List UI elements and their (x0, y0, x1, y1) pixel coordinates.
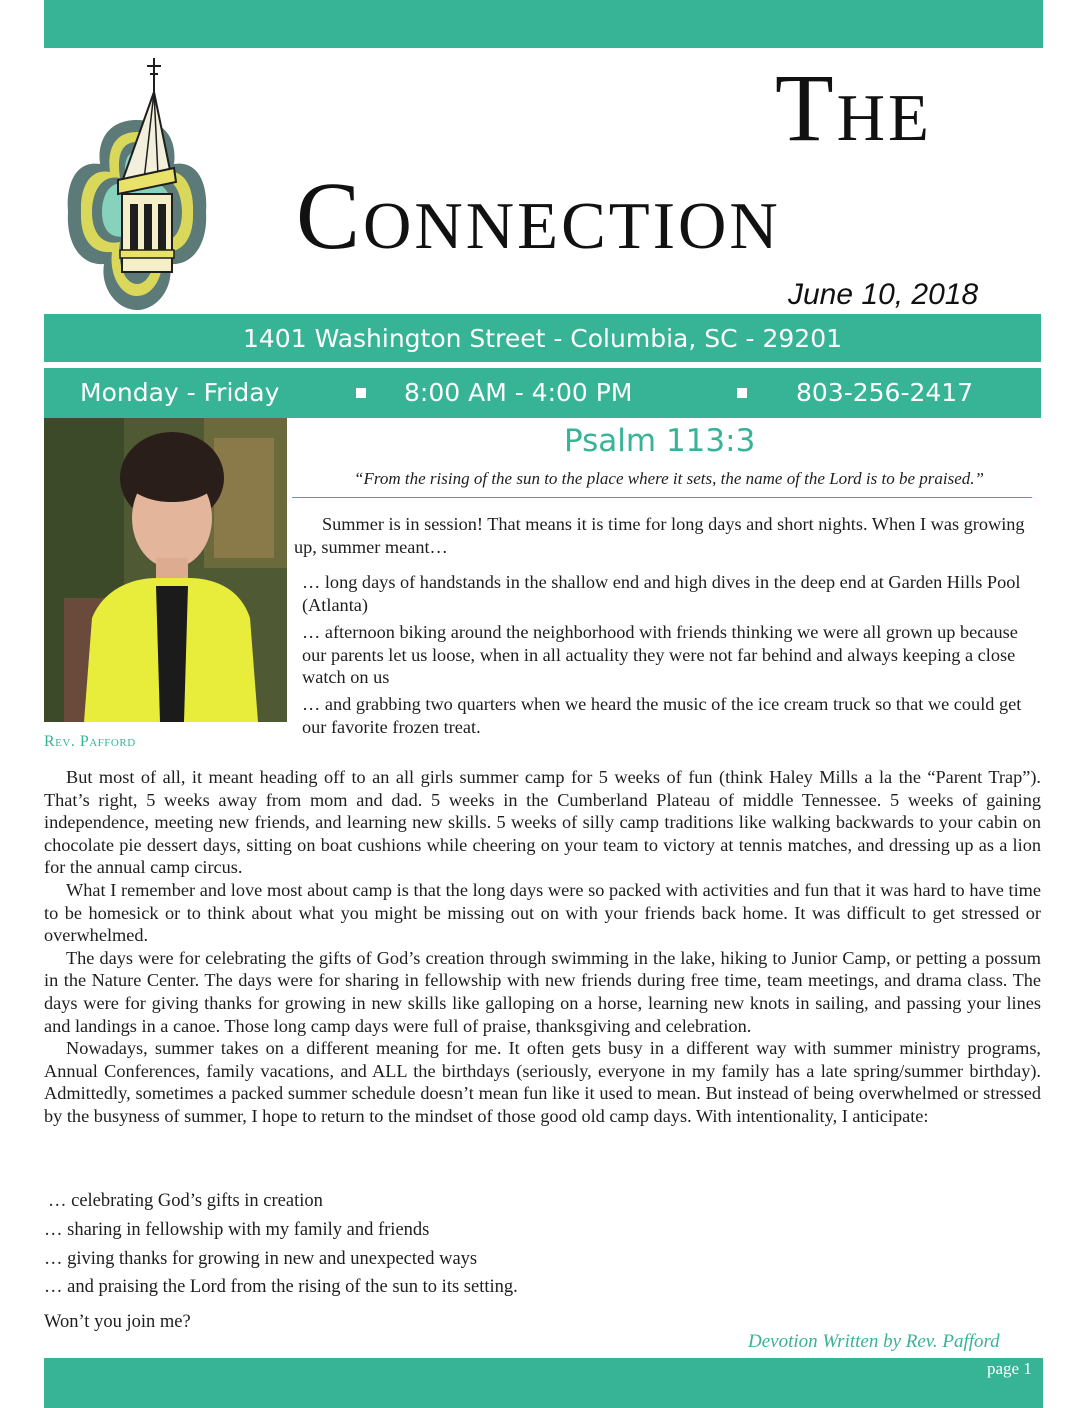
anticipation-item: … sharing in fellowship with my family and friends (44, 1220, 430, 1240)
masthead-title-line2: Connection (296, 162, 781, 269)
bullet-square-icon (737, 388, 747, 398)
anticipation-item: … and praising the Lord from the rising of the sun to its setting. (44, 1277, 518, 1297)
page-number: page 1 (987, 1359, 1032, 1378)
body-paragraph: What I remember and love most about camp is that the long days were so packed with activities and fun that it was hard to have time to be homesick or to think about what you might be missing out on with your friends back home. It was difficult to get stressed or overwhelmed. (44, 879, 1041, 946)
address-text: 1401 Washington Street - Columbia, SC - 29201 (243, 323, 842, 353)
pastor-photo (44, 418, 287, 722)
top-banner (44, 0, 1043, 48)
intro-paragraph: Summer is in session! That means it is time for long days and short nights. When I was growing up, summer meant… (294, 514, 1025, 557)
memory-item: … long days of handstands in the shallow end and high dives in the deep end at Garden Hills Pool (Atlanta) (302, 572, 1021, 615)
hours-bar (44, 368, 1041, 418)
anticipation-item: … giving thanks for growing in new and unexpected ways (44, 1249, 478, 1269)
body-paragraph: The days were for celebrating the gifts of God’s creation through swimming in the lake, hiking to Junior Camp, or petting a possum in the Nature Center. The days were for sharing in fellowship with new friends during free time, team meetings, and drama class. The days were for giving thanks for growing in new skills like galloping on a horse, learning new knots in sailing, and passing your lines and landings in a canoe. Those long camp days were full of praise, thanksgiving and celebration. (44, 947, 1041, 1036)
address-bar (44, 314, 1041, 362)
memory-item: … and grabbing two quarters when we heard the music of the ice cream truck so that we could get our favorite frozen treat. (302, 694, 1022, 737)
byline: Devotion Written by Rev. Pafford (748, 1331, 1000, 1352)
devotion-heading: Psalm 113:3 (564, 423, 756, 459)
bottom-banner (44, 1358, 1043, 1408)
memory-item: … afternoon biking around the neighborhood with friends thinking we were all grown up because our parents let us loose, when in all actuality they were not far behind and always keeping a close watch on us (302, 622, 1018, 688)
office-days: Monday - Friday (80, 378, 280, 407)
bullet-square-icon (356, 388, 366, 398)
anticipation-item: … celebrating God’s gifts in creation (48, 1191, 323, 1211)
office-hours: 8:00 AM - 4:00 PM (404, 378, 633, 407)
issue-date: June 10, 2018 (788, 278, 979, 311)
body-paragraph: But most of all, it meant heading off to an all girls summer camp for 5 weeks of fun (think Haley Mills a la the “Parent Trap”). That’s right, 5 weeks away from mom and dad. 5 weeks in the Cumberland Plateau of middle Tennessee. 5 weeks of gaining independence, meeting new friends, and learning new skills. 5 weeks of silly camp traditions like walking backwards to your cabin on chocolate pie dessert days, sitting on boat cushions while cheering on your team to victory at tennis matches, and dressing up as a lion for the annual camp circus. (44, 767, 1041, 878)
photo-caption: Rev. Pafford (44, 733, 136, 750)
office-phone: 803-256-2417 (796, 378, 974, 407)
scripture-quote: “From the rising of the sun to the place where it sets, the name of the Lord is to be praised.” (354, 469, 984, 488)
body-paragraph: Nowadays, summer takes on a different meaning for me. It often gets busy in a different way with summer ministry programs, Annual Conferences, family vacations, and ALL the birthdays (seriously, everyone in my family has a late spring/summer birthday). Admittedly, sometimes a packed summer schedule doesn’t mean fun like it used to mean. But instead of being overwhelmed or stressed by the busyness of summer, I hope to return to the mindset of those good old camp days. With intentionality, I anticipate: (44, 1038, 1041, 1126)
divider-line (292, 497, 1032, 498)
article-body (44, 766, 1041, 1128)
steeple-logo (62, 52, 212, 314)
closing-line: Won’t you join me? (44, 1312, 191, 1332)
masthead-title-line1: The (775, 54, 932, 161)
